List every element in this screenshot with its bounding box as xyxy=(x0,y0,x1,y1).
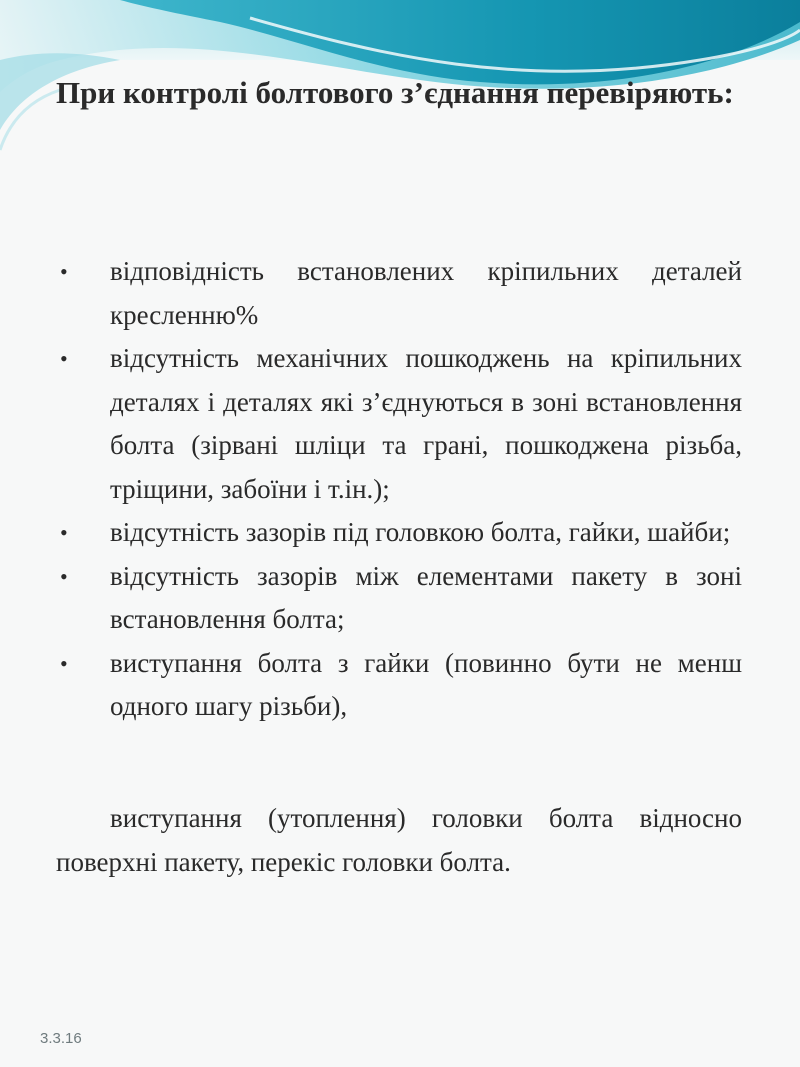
list-item xyxy=(56,642,742,729)
bullet-icon: • xyxy=(60,563,68,589)
bullet-icon: • xyxy=(60,346,68,371)
bullet-list xyxy=(56,250,742,729)
list-item-text: виступання болта з гайки (повинно бути не менш одного шагу різьби), xyxy=(110,647,742,721)
list-item-text: відсутність механічних пошкоджень на кріпильних деталях і деталях які з’єднуються в зоні встановлення болта (зірвані шліци та грані, пошкоджена різьба, тріщини, забоїни і т.ін.); xyxy=(110,343,742,504)
list-item xyxy=(56,555,742,642)
list-item xyxy=(56,511,742,555)
bullet-icon: • xyxy=(60,650,68,676)
slide-title: При контролі болтового з’єднання перевіряють: xyxy=(56,75,734,110)
list-item-text: відсутність зазорів під головкою болта, гайки, шайби; xyxy=(110,517,731,547)
closing-paragraph: виступання (утоплення) головки болта відносно поверхні пакету, перекіс головки болта. xyxy=(56,803,742,877)
list-item xyxy=(56,337,742,511)
bullet-icon: • xyxy=(60,520,68,545)
list-item xyxy=(56,250,742,337)
list-item-text: відсутність зазорів між елементами пакету в зоні встановлення болта; xyxy=(110,560,742,634)
slide-date: 3.3.16 xyxy=(40,1030,82,1047)
bullet-icon: • xyxy=(60,259,68,284)
list-item-text: відповідність встановлених кріпильних деталей кресленню% xyxy=(110,256,742,330)
